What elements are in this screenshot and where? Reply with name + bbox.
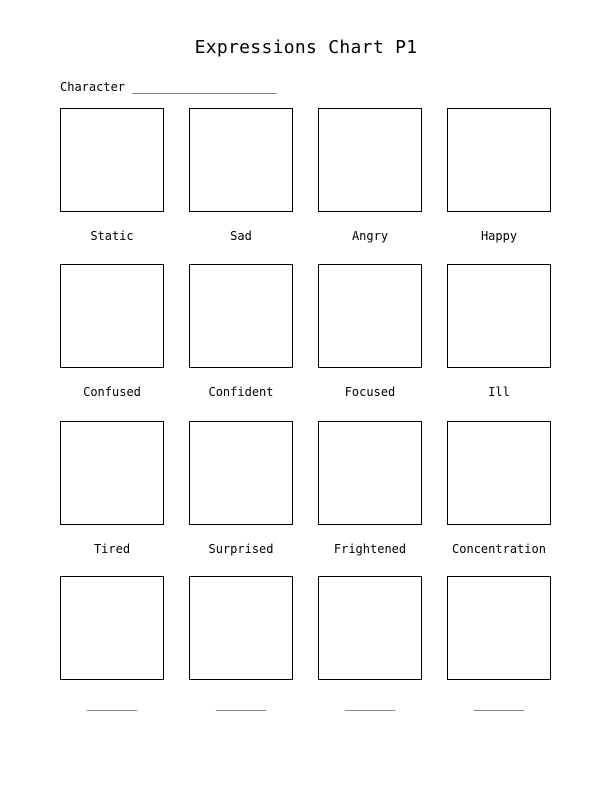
drawing-box [447,108,551,212]
drawing-box [318,264,422,368]
expression-label: Frightened [333,542,407,556]
expression-cell [318,264,422,399]
expression-cell [189,421,293,556]
expression-label-blank: _______ [215,697,267,711]
expression-label: Concentration [452,542,546,556]
drawing-box [189,108,293,212]
expression-label: Happy [480,229,518,243]
expression-cell [447,108,551,243]
drawing-box [318,108,422,212]
expression-cell [60,576,164,711]
drawing-box [60,576,164,680]
expression-label-blank: _______ [344,697,396,711]
expression-label-blank: _______ [86,697,138,711]
expression-cell [60,264,164,399]
expression-label: Angry [351,229,389,243]
expression-cell [189,576,293,711]
expression-label: Ill [488,385,510,399]
character-name-blank: ____________________ [132,80,277,94]
character-label: Character [60,80,126,94]
drawing-box [318,421,422,525]
expression-label: Confident [208,385,274,399]
expression-cell [447,264,551,399]
expression-cell [318,421,422,556]
expression-label: Focused [344,385,396,399]
drawing-box [189,264,293,368]
drawing-box [60,108,164,212]
expression-cell [318,108,422,243]
expression-cell [60,421,164,556]
expression-cell [189,264,293,399]
expression-cell [189,108,293,243]
drawing-box [447,421,551,525]
drawing-box [60,421,164,525]
expression-label: Confused [83,385,141,399]
expression-label: Tired [93,542,131,556]
expression-cell [60,108,164,243]
expression-label: Static [90,229,134,243]
expression-label: Surprised [208,542,274,556]
drawing-box [447,264,551,368]
page-title: Expressions Chart P1 [194,37,418,58]
drawing-box [447,576,551,680]
expression-label: Sad [230,229,252,243]
drawing-box [60,264,164,368]
drawing-box [189,576,293,680]
drawing-box [318,576,422,680]
drawing-box [189,421,293,525]
expression-label-blank: _______ [473,697,525,711]
expression-cell [447,421,551,556]
expression-cell [318,576,422,711]
expression-cell [447,576,551,711]
